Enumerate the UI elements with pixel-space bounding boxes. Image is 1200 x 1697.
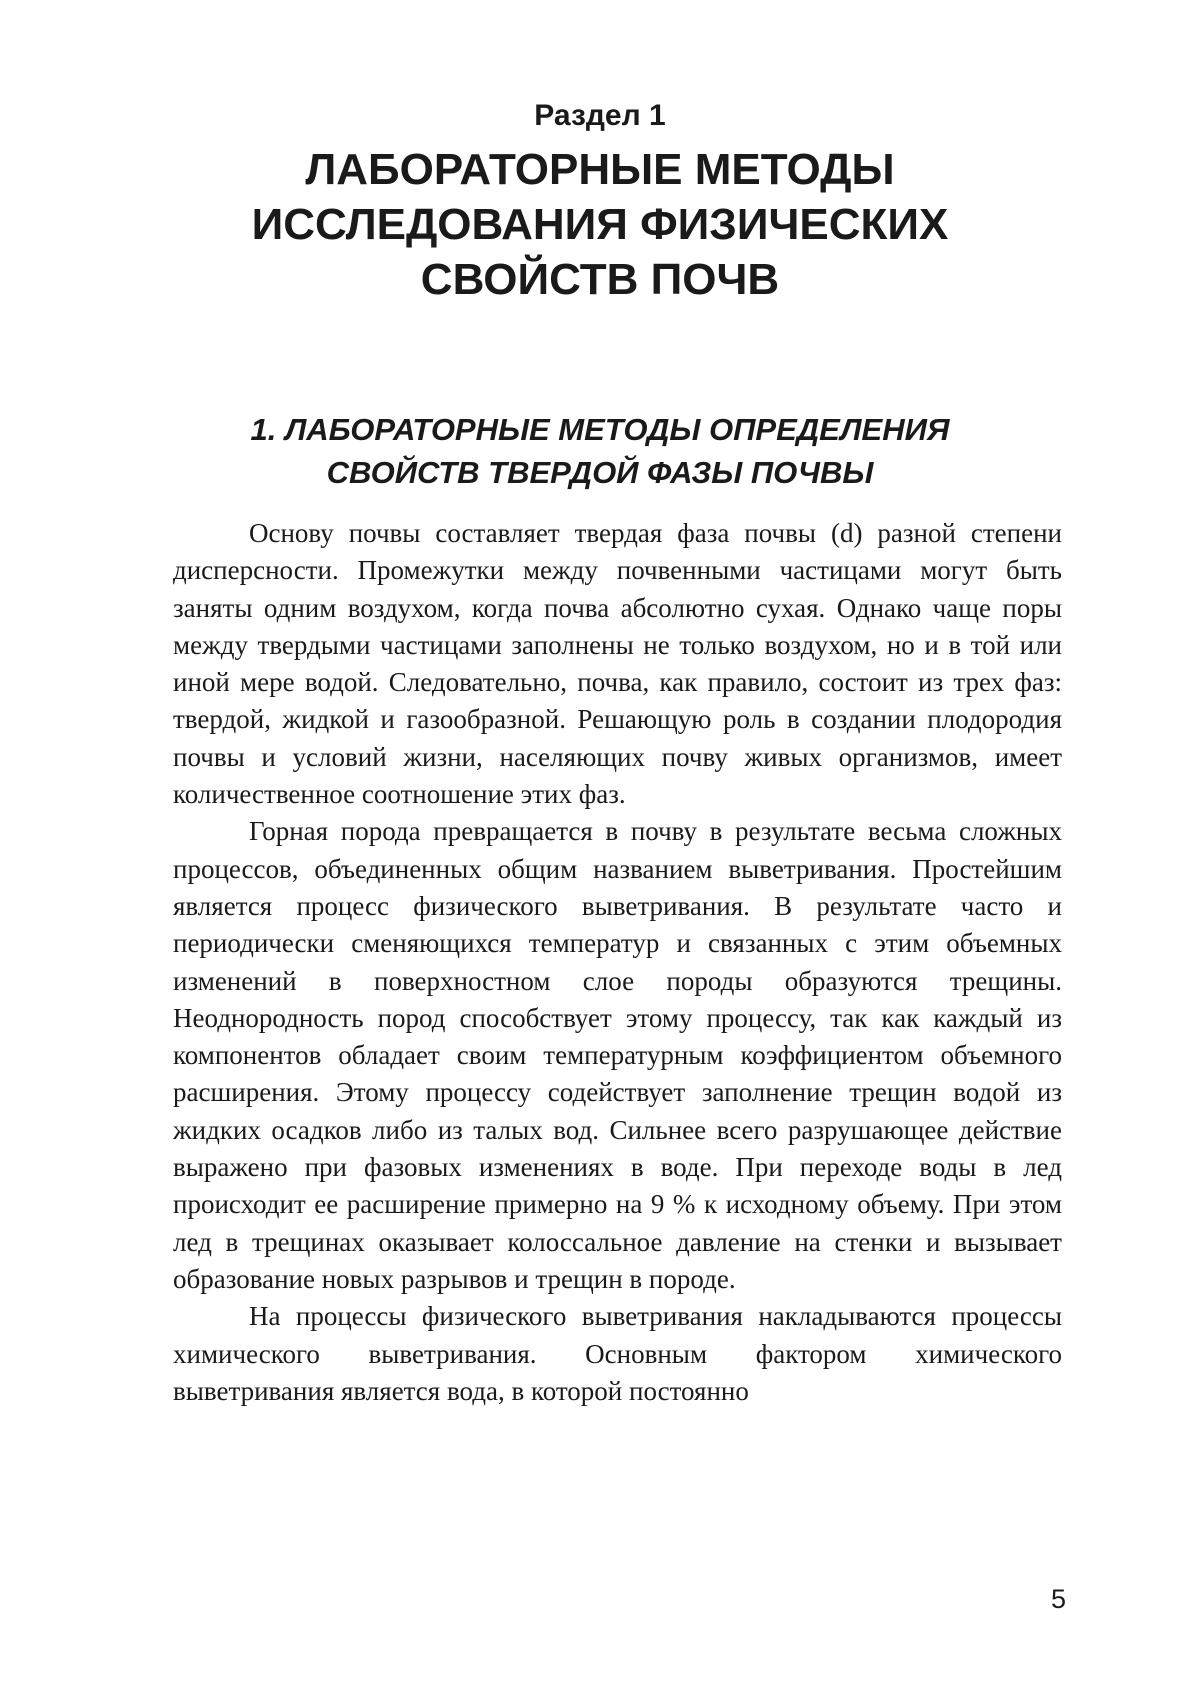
chapter-title-line: 1. ЛАБОРАТОРНЫЕ МЕТОДЫ ОПРЕДЕЛЕНИЯ <box>250 412 950 447</box>
section-title-line: ЛАБОРАТОРНЫЕ МЕТОДЫ <box>305 145 895 194</box>
chapter-title <box>0 408 1200 494</box>
paragraph: Горная порода превращается в почву в результате весьма сложных процессов, объединенных общим названием выветривания. Простейшим является процесс физического выветривания. В результате часто и периодически сменяющихся температур и связанных с этим объемных изменений в поверхностном слое породы образуются трещины. Неоднородность пород способствует этому процессу, так как каждый из компонентов обладает своим температурным коэффициентом объемного расширения. Этому процессу содействует заполнение трещин водой из жидких осадков либо из талых вод. Сильнее всего разрушающее действие выражено при фазовых изменениях в воде. При переходе воды в лед происходит ее расширение примерно на 9 % к исходному объему. При этом лед в трещинах оказывает колоссальное давление на стенки и вызывает образование новых разрывов и трещин в породе. <box>173 816 1062 1294</box>
paragraph: На процессы физического выветривания накладываются процессы химического выветривания. Основным фактором химического выветривания является вода, в которой постоянно <box>173 1301 1062 1406</box>
section-label: Раздел 1 <box>534 99 666 132</box>
section-title-line: СВОЙСТВ ПОЧВ <box>420 255 780 304</box>
section-title <box>0 142 1200 307</box>
page-number: 5 <box>1050 1584 1066 1614</box>
chapter-title-line: СВОЙСТВ ТВЕРДОЙ ФАЗЫ ПОЧВЫ <box>326 455 874 490</box>
body-text <box>173 515 1062 1410</box>
section-title-line: ИССЛЕДОВАНИЯ ФИЗИЧЕСКИХ <box>251 200 949 249</box>
paragraph: Основу почвы составляет твердая фаза почвы (d) разной степени дисперсности. Промежутки между почвенными частицами могут быть заняты одним воздухом, когда почва абсолютно сухая. Однако чаще поры между твердыми частицами заполнены не только воздухом, но и в той или иной мере водой. Следовательно, почва, как правило, состоит из трех фаз: твердой, жидкой и газообразной. Решающую роль в создании плодородия почвы и условий жизни, населяющих почву живых организмов, имеет количественное соотношение этих фаз. <box>173 518 1062 810</box>
